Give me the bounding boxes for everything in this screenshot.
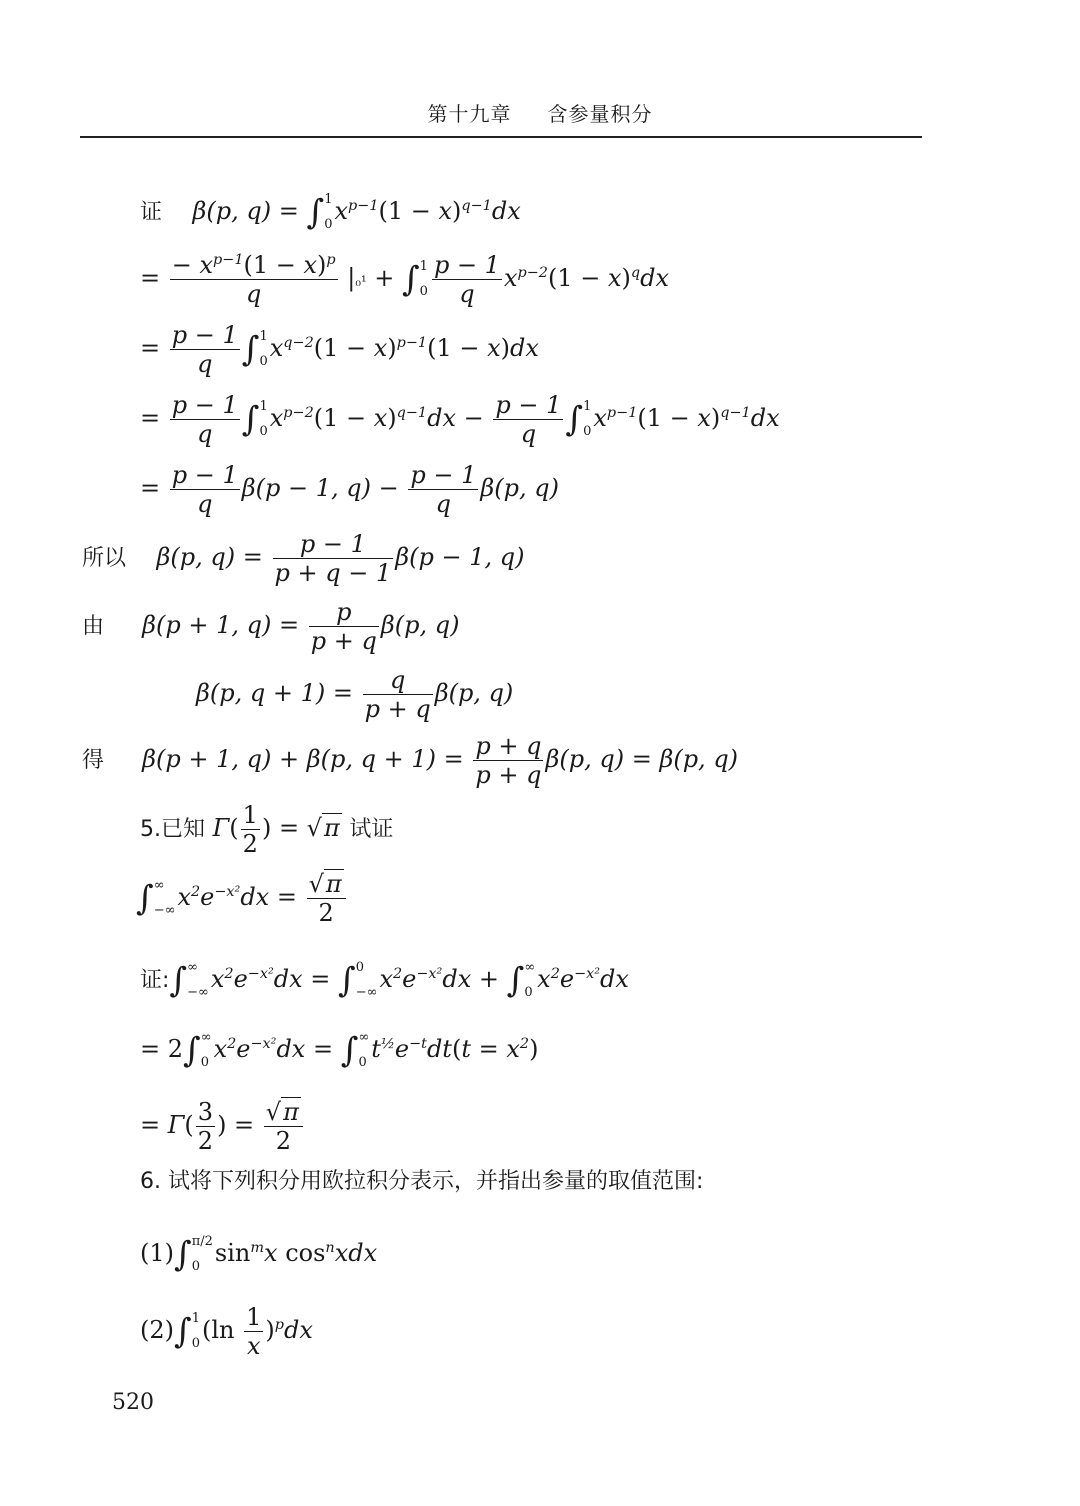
- from-line: 由 β(p + 1, q) = $\frac{p}{p + q}$ β(p, q): [82, 598, 460, 655]
- from-label: 由: [82, 614, 105, 639]
- therefore-line: 所以 β(p, q) = $\frac{p - 1}{p + q - 1}$ β(p − 1, q): [82, 530, 525, 587]
- problem-5-intro: 5.已知: [140, 817, 205, 842]
- item-1-label: (1): [140, 1239, 174, 1268]
- item-2-label: (2): [140, 1316, 174, 1344]
- page-number: 520: [112, 1390, 154, 1415]
- chapter-title: 含参量积分: [547, 102, 653, 126]
- from-line-2: β(p, q + 1) = $\frac{q}{p + q}$ β(p, q): [196, 666, 514, 723]
- proof5-line-1: 证:∫ ∞ −∞ $x^2e^{-x^2}dx$ = ∫ 0 −∞ $x^2e^{-x^2}dx$ + ∫ ∞ 0 $x^2e^{-x^2}dx$: [140, 960, 629, 1001]
- proof-line-5: = $\frac{p - 1}{q}$ β(p − 1, q) − $\frac{p - 1}{q}$ β(p, q): [140, 461, 559, 518]
- header-rule: [80, 136, 922, 138]
- proof5-line-3: = Γ( $\frac{3}{2}$ ) = $\frac{√\pi}{2}$: [140, 1100, 305, 1153]
- problem-6-item-1: (1)∫ π/2 0 $\sin^mx$ $\cos^nxdx$: [140, 1234, 378, 1275]
- problem-6: [140, 1168, 703, 1193]
- therefore-label: 所以: [82, 546, 127, 571]
- problem-6-text: 6. 试将下列积分用欧拉积分表示，并指出参量的取值范围:: [140, 1169, 704, 1194]
- problem-5: 5.已知 Γ( $\frac{1}{2}$ ) = √π 试证: [140, 801, 394, 858]
- problem-5-statement: ∫ ∞ −∞ $x^2e^{-x^2}dx$ = $\frac{√\pi}{2}$: [136, 872, 348, 925]
- proof5-label: 证:: [140, 968, 170, 994]
- proof-line-2: = $\frac{- x^{p-1}(1 - x)^p}{q}$ |₀¹ + ∫ 1 0 $\frac{p - 1}{q}$ $x^{p-2}(1 - x)^qdx$: [140, 251, 669, 308]
- proof-line-1: 证 β(p, q) = ∫ 1 0 $x^{p-1}(1 - x)^{q-1}dx$: [140, 192, 521, 233]
- hence-label: 得: [82, 748, 105, 773]
- problem-6-item-2: (2)∫ 1 0 (ln $\frac{1}{x}$ )$^p$dx: [140, 1303, 313, 1360]
- proof-line-3: = $\frac{p - 1}{q}$ ∫ 1 0 $x^{q-2}(1 - x)^{p-1}(1 - x)dx$: [140, 321, 539, 378]
- problem-5-tail: 试证: [349, 817, 394, 842]
- proof-label: 证: [140, 200, 163, 226]
- hence-line: 得 β(p + 1, q) + β(p, q + 1) = $\frac{p + q}{p + q}$ β(p, q) = β(p, q): [82, 732, 739, 789]
- chapter-label: 第十九章: [427, 102, 512, 126]
- proof5-line-2: = 2∫ ∞ 0 $x^2e^{-x^2}dx$ = ∫ ∞ 0 $t^{\frac{1}{2}}e^{-t}dt(t = x^2)$: [140, 1030, 539, 1071]
- running-header: [0, 98, 1080, 127]
- proof-line-4: = $\frac{p - 1}{q}$ ∫ 1 0 $x^{p-2}(1 - x)^{q-1}dx$ − $\frac{p - 1}{q}$ ∫ 1 0 $x^{p-1}(1 - x)^{q-1}dx$: [140, 391, 780, 448]
